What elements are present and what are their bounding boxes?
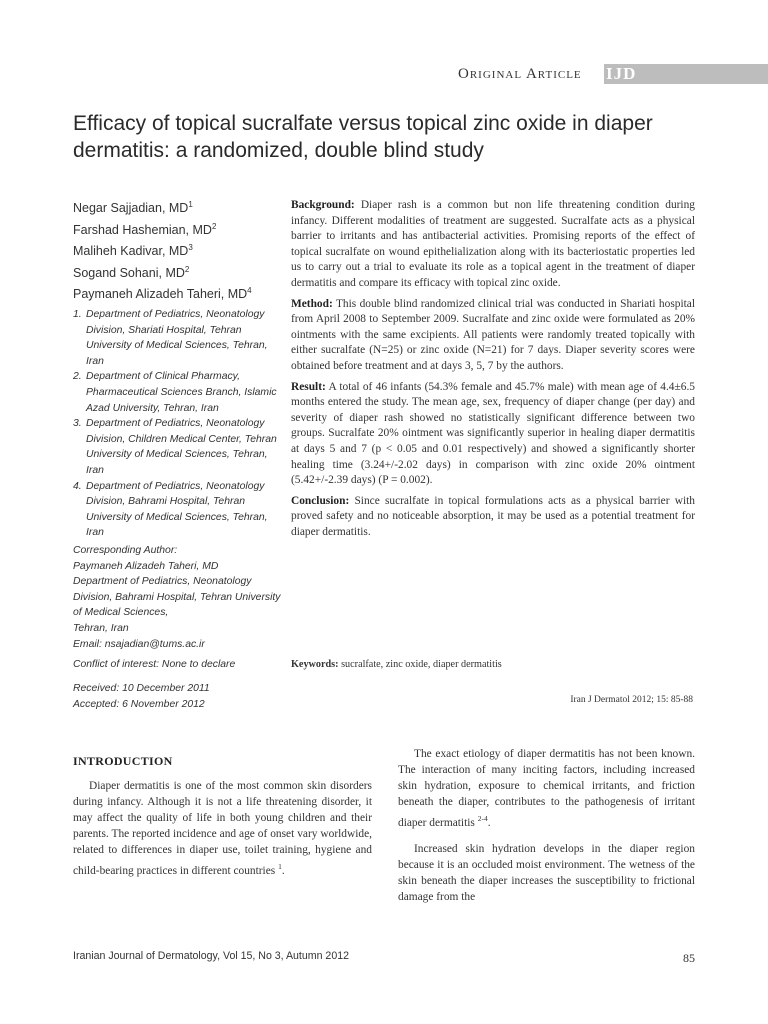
corresponding-name: Paymaneh Alizadeh Taheri, MD: [73, 560, 219, 572]
author: Maliheh Kadivar, $MD^3$: [73, 243, 193, 259]
article-dates: [73, 681, 288, 712]
citation: Iran J Dermatol 2012; 15: 85-88: [570, 695, 693, 705]
corresponding-address: Department of Pediatrics, Neonatology Division, Bahrami Hospital, Tehran University of Medical Sciences,: [73, 576, 281, 619]
article-type-label: Original Article: [458, 66, 582, 82]
author: Sogand Sohani, $MD^2$: [73, 264, 190, 280]
abstract-result: Result: A total of 46 infants (54.3% female and 45.7% male) with mean age of 4.4±6.5 months entered the study. The mean age, sex, frequency of diaper change (per day) and severity of diaper rash showed no statistically significant difference between two groups. Sucralfate 20% ointment was significantly superior in healing diaper dermatitis at days 5 and 7 (p < 0.05 and 0.01 respectively) and showed a significantly shorter healing time (3.24+/-2.02 days) in comparison with zinc oxide 20% ointment (5.42+/-2.39 days) (P = 0.002).: [291, 380, 695, 487]
abstract-background: Background: Diaper rash is a common but non life threatening condition during infancy. Different modalities of treatment are suggested. Sucralfate acts as a physical barrier to irritants and has antibacterial activities. Promising reports of the effect of topical sucralfate on wound epithelialization along with its bacteriostatic properties led us to carry out a trial to evaluate its role as a topical agent in the treatment of diaper dermatitis and compare its efficacy with topical zinc oxide.: [291, 199, 695, 289]
affiliation-list: [73, 307, 288, 541]
author-list: [73, 196, 288, 304]
abstract-conclusion: Conclusion: Since sucralfate in topical formulations acts as a physical barrier with proved safety and no noticeable absorption, it may be used as a potential treatment for diaper dermatitis.: [291, 494, 695, 538]
abstract: [291, 198, 695, 545]
introduction-paragraph: Increased skin hydration develops in the diaper region because it is an occluded moist environment. The wetness of the skin beneath the diaper increases the susceptibility to frictional damage from the: [398, 843, 695, 903]
corresponding-email[interactable]: Email: nsajadian@tums.ac.ir: [73, 638, 205, 650]
affiliation: 2. Department of Clinical Pharmacy, Pharmaceutical Sciences Branch, Islamic Azad University, Tehran, Iran: [73, 371, 277, 414]
accepted-date: Accepted: 6 November 2012: [73, 698, 205, 710]
corresponding-author: [73, 543, 288, 652]
introduction-paragraph: The exact etiology of diaper dermatitis has not been known. The interaction of many inciting factors, including increased skin hydration, exposure to chemical irritants, and friction beneath the diaper, contributes to the pathogenesis of irritant diaper dermatitis $^{2-4}$.: [398, 748, 695, 829]
footer-journal-info: Iranian Journal of Dermatology, Vol 15, No 3, Autumn 2012: [73, 950, 349, 962]
affiliation: 4. Department of Pediatrics, Neonatology Division, Bahrami Hospital, Tehran University of Medical Sciences, Tehran, Iran: [73, 480, 268, 539]
author: Paymaneh Alizadeh Taheri, $MD^4$: [73, 286, 252, 302]
author: Negar Sajjadian, $MD^1$: [73, 200, 193, 216]
introduction-paragraph: Diaper dermatitis is one of the most common skin disorders during infancy. Although it is not a life threatening disorder, it may affect the quality of life in both young children and their parents. The reported incidence and age of onset vary worldwide, related to differences in diaper use, toilet training, hygiene and child-bearing practices in different countries $^1$.: [73, 780, 372, 877]
corresponding-city: Tehran, Iran: [73, 622, 129, 634]
abstract-method: Method: This double blind randomized clinical trial was conducted in Shariati hospital from April 2008 to September 2009. Sucralfate and zinc oxide were formulated as 20% ointments with the same excipients. All patients were randomly treated topically with either sucralfate (N=25) or zinc oxide (N=21) for 7 days. Diaper severity scores were obtained before treatment and at days 3, 5, 7 by the authors.: [291, 297, 695, 372]
author: Farshad Hashemian, $MD^2$: [73, 221, 217, 237]
conflict-of-interest: Conflict of interest: None to declare: [73, 659, 236, 670]
affiliation: 1. Department of Pediatrics, Neonatology Division, Shariati Hospital, Tehran University of Medical Sciences, Tehran, Iran: [73, 309, 268, 367]
corresponding-heading: Corresponding Author:: [73, 545, 178, 556]
article-title: Efficacy of topical sucralfate versus topical zinc oxide in diaper dermatitis: a randomized, double blind study: [73, 112, 653, 162]
received-date: Received: 10 December 2011: [73, 683, 210, 694]
journal-logo: [604, 64, 768, 84]
journal-logo-text: IJD: [606, 64, 637, 83]
introduction-heading: INTRODUCTION: [73, 754, 173, 768]
keywords: Keywords: sucralfate, zinc oxide, diaper dermatitis: [291, 659, 502, 670]
page-number: 85: [683, 951, 695, 965]
affiliation: 3. Department of Pediatrics, Neonatology Division, Children Medical Center, Tehran University of Medical Sciences, Tehran, Iran: [73, 418, 277, 476]
article-type-header: [458, 64, 768, 86]
